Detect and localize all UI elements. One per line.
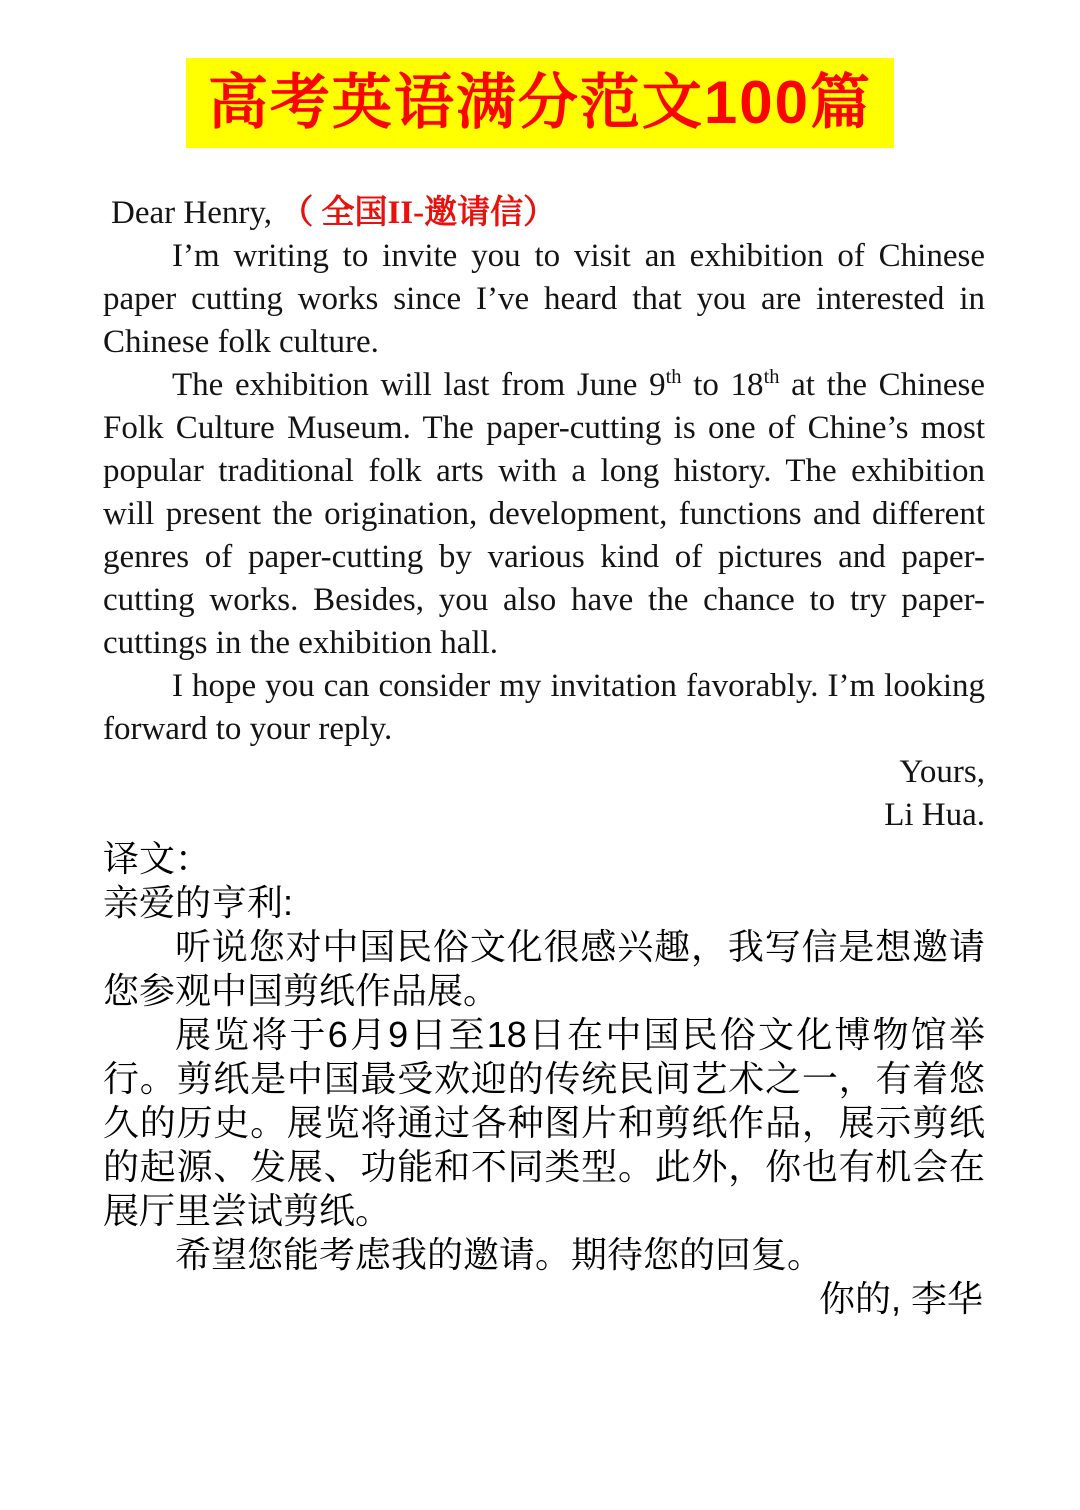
letter-signature: Li Hua. [884,797,985,833]
letter-paragraph: The exhibition will last from June 9th to 18th at the Chinese Folk Culture Museum. The paper-cutting is one of Chine’s most popular traditional folk arts with a long history. The exhibition will present the origination, development, functions and different genres of paper-cutting by various kind of pictures and paper-cutting works. Besides, you also have the chance to try paper-cuttings in the exhibition hall. [103,366,985,661]
translation-label: 译文： [103,838,212,879]
translation-paragraph: 听说您对中国民俗文化很感兴趣，我写信是想邀请您参观中国剪纸作品展。 [103,926,985,1011]
letter-closing: Yours, [899,754,985,790]
translation-salutation: 亲爱的亨利: [103,882,294,923]
translation-paragraph: 希望您能考虑我的邀请。期待您的回复。 [175,1234,824,1275]
page-title: 高考英语满分范文100篇 [186,58,894,148]
topic-tag: （ 全国II-邀请信） [280,195,557,231]
translation-body [103,925,985,1277]
translation-paragraph: 展览将于6月9日至18日在中国民俗文化博物馆举行。剪纸是中国最受欢迎的传统民间艺术之一，有着悠久的历史。展览将通过各种图片和剪纸作品，展示剪纸的起源、发展、功能和不同类型。此外，你也有机会在展厅里尝试剪纸。 [103,1014,985,1231]
header [0,58,1080,148]
salutation-row [103,192,985,235]
letter [103,192,985,1321]
letter-body [103,235,985,751]
translation-signature: 你的, 李华 [818,1278,983,1319]
letter-paragraph: I’m writing to invite you to visit an exhibition of Chinese paper cutting works since I’ve heard that you are interested in Chinese folk culture. [103,238,985,360]
letter-salutation: Dear Henry, [111,195,272,231]
letter-paragraph: I hope you can consider my invitation favorably. I’m looking forward to your reply. [103,668,985,747]
